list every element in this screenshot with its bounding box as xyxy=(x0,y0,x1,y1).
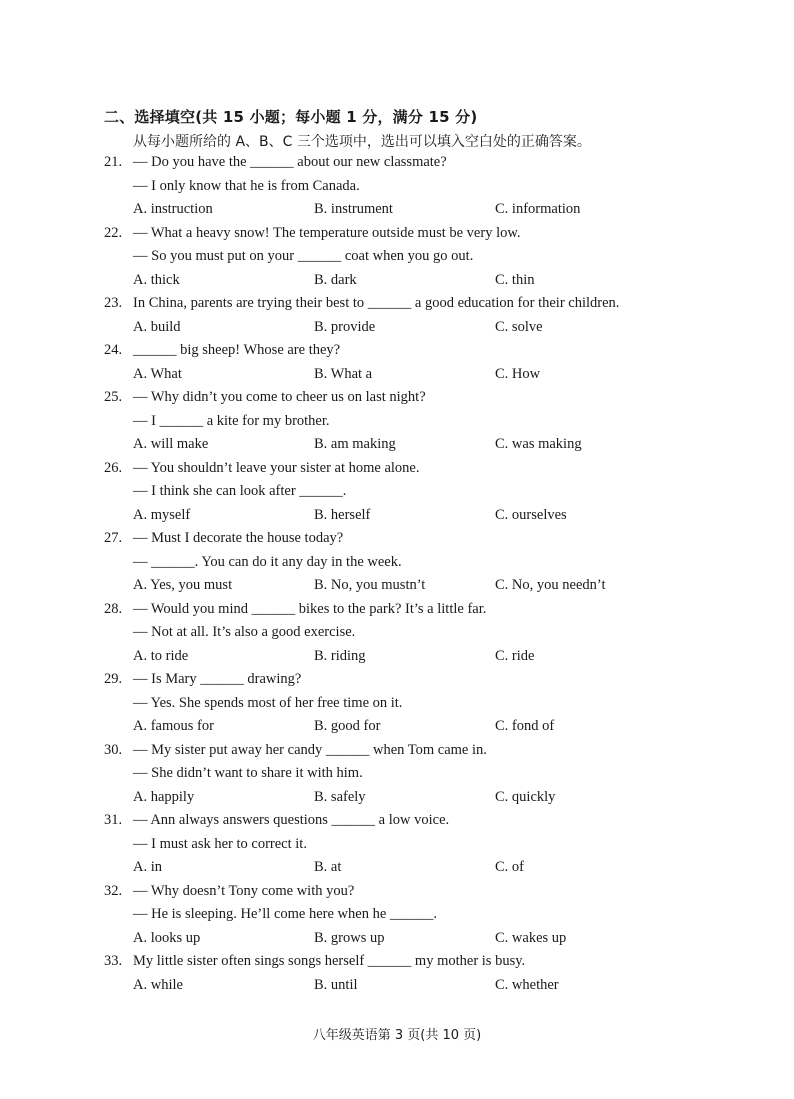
question-number: 26. xyxy=(104,459,123,476)
question-number: 28. xyxy=(104,600,123,617)
question-stem: — Why didn’t you come to cheer us on last night? xyxy=(133,389,426,405)
question-number: 27. xyxy=(104,530,123,546)
question-stem: — What a heavy snow! The temperature outside must be very low. xyxy=(133,224,521,241)
question-dialogue-line: — She didn’t want to share it with him. xyxy=(133,765,363,781)
question-number: 31. xyxy=(104,812,123,828)
answer-option-c: C. of xyxy=(495,859,524,875)
answer-option-a: A. build xyxy=(133,318,181,335)
answer-option-c: C. solve xyxy=(495,318,543,335)
question-stem: In China, parents are trying their best to ______ a good education for their children. xyxy=(133,295,620,311)
question-number: 22. xyxy=(104,224,123,241)
answer-option-a: A. to ride xyxy=(133,647,189,664)
question-dialogue-line: — I only know that he is from Canada. xyxy=(133,177,360,194)
question-dialogue-line: — I must ask her to correct it. xyxy=(133,835,307,852)
question-stem: — Why doesn’t Tony come with you? xyxy=(133,882,355,899)
answer-option-a: A. in xyxy=(133,859,162,875)
answer-option-b: B. herself xyxy=(314,506,371,523)
answer-option-b: B. What a xyxy=(314,365,373,382)
answer-option-b: B. am making xyxy=(314,436,396,452)
answer-option-c: C. ourselves xyxy=(495,506,567,523)
question-dialogue-line: — ______. You can do it any day in the week. xyxy=(133,553,402,570)
question-number: 32. xyxy=(104,882,123,899)
answer-option-a: A. What xyxy=(133,365,182,382)
question-number: 23. xyxy=(104,295,123,311)
question-number: 21. xyxy=(104,154,123,170)
question-number: 25. xyxy=(104,389,123,405)
answer-option-c: C. was making xyxy=(495,436,582,452)
question-dialogue-line: — Yes. She spends most of her free time on it. xyxy=(133,694,403,711)
page-footer: 八年级英语第 3 页(共 10 页) xyxy=(312,1028,482,1043)
question-stem: — Is Mary ______ drawing? xyxy=(133,671,302,687)
question-dialogue-line: — So you must put on your ______ coat when you go out. xyxy=(133,248,474,264)
answer-option-c: C. quickly xyxy=(495,788,556,805)
answer-option-c: C. How xyxy=(495,365,541,382)
question-stem: — You shouldn’t leave your sister at home alone. xyxy=(133,459,420,476)
answer-option-b: B. instrument xyxy=(314,201,393,217)
answer-option-a: A. happily xyxy=(133,788,195,805)
answer-option-b: B. provide xyxy=(314,318,376,335)
answer-option-a: A. myself xyxy=(133,506,191,523)
answer-option-c: C. fond of xyxy=(495,718,555,734)
question-stem: — Ann always answers questions ______ a low voice. xyxy=(133,812,450,828)
answer-option-b: B. dark xyxy=(314,271,357,288)
answer-option-c: C. whether xyxy=(495,976,559,993)
answer-option-b: B. good for xyxy=(314,718,381,734)
answer-option-b: B. No, you mustn’t xyxy=(314,577,426,593)
question-stem: — Must I decorate the house today? xyxy=(133,530,344,546)
question-stem: ______ big sheep! Whose are they? xyxy=(133,342,341,358)
question-dialogue-line: — I think she can look after ______. xyxy=(133,483,347,499)
section-title: 二、选择填空(共 15 小题；每小题 1 分，满分 15 分) xyxy=(104,108,478,126)
answer-option-a: A. thick xyxy=(133,271,180,288)
answer-option-c: C. thin xyxy=(495,271,535,288)
question-number: 24. xyxy=(104,342,123,358)
question-stem: — Would you mind ______ bikes to the park? It’s a little far. xyxy=(133,600,487,617)
question-dialogue-line: — He is sleeping. He’ll come here when he ______. xyxy=(133,906,438,922)
section-instruction: 从每小题所给的 A、B、C 三个选项中，选出可以填入空白处的正确答案。 xyxy=(133,134,591,150)
answer-option-a: A. instruction xyxy=(133,201,213,217)
answer-option-b: B. riding xyxy=(314,647,366,664)
question-stem: My little sister often sings songs herself ______ my mother is busy. xyxy=(133,953,526,969)
answer-option-b: B. safely xyxy=(314,788,366,805)
question-stem: — My sister put away her candy ______ when Tom came in. xyxy=(133,741,487,758)
answer-option-c: C. wakes up xyxy=(495,929,567,946)
answer-option-a: A. Yes, you must xyxy=(133,577,233,593)
question-stem: — Do you have the ______ about our new classmate? xyxy=(133,154,447,170)
answer-option-c: C. ride xyxy=(495,647,535,664)
answer-option-a: A. famous for xyxy=(133,718,214,734)
answer-option-a: A. will make xyxy=(133,436,209,452)
question-number: 29. xyxy=(104,671,123,687)
answer-option-a: A. while xyxy=(133,976,183,993)
answer-option-b: B. until xyxy=(314,976,358,993)
answer-option-b: B. at xyxy=(314,859,342,875)
answer-option-c: C. information xyxy=(495,201,581,217)
question-dialogue-line: — I ______ a kite for my brother. xyxy=(133,412,330,429)
question-dialogue-line: — Not at all. It’s also a good exercise. xyxy=(133,624,356,640)
answer-option-c: C. No, you needn’t xyxy=(495,577,606,593)
question-number: 33. xyxy=(104,953,123,969)
answer-option-a: A. looks up xyxy=(133,929,201,946)
question-number: 30. xyxy=(104,741,123,758)
answer-option-b: B. grows up xyxy=(314,929,385,946)
